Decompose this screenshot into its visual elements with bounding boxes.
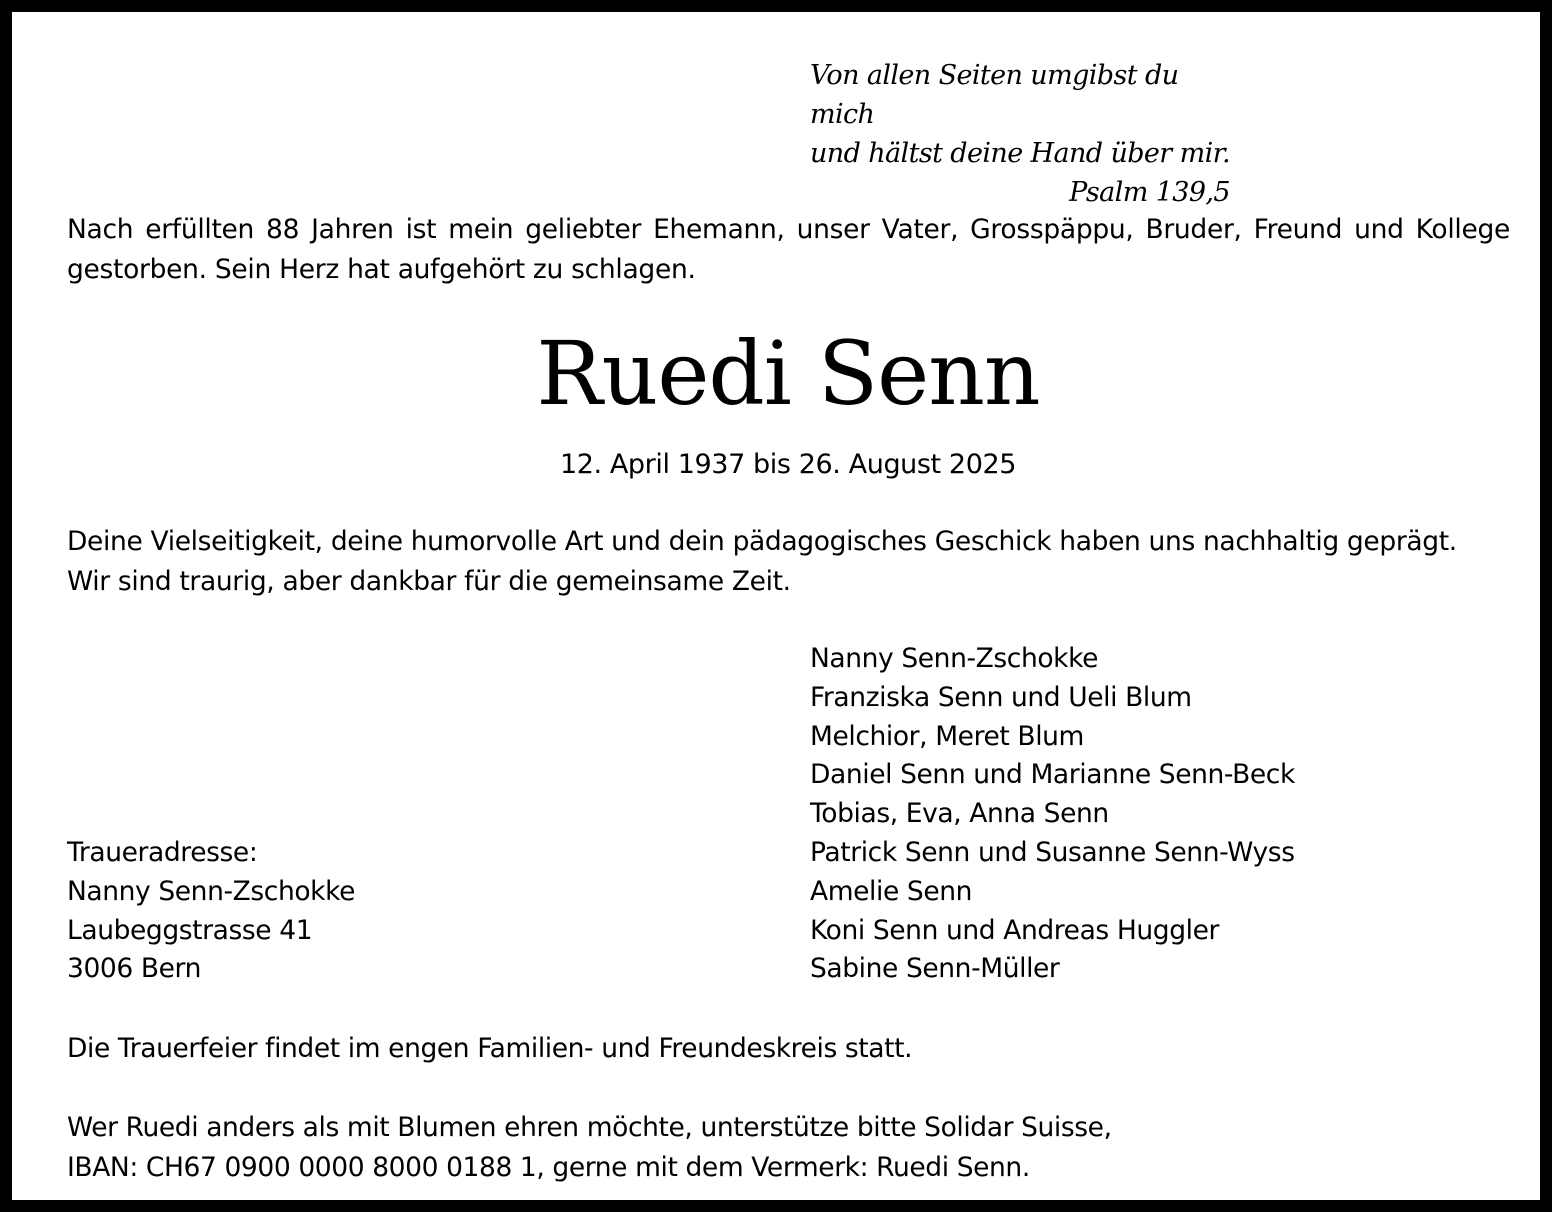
donation-line-1: Wer Ruedi anders als mit Blumen ehren möchte, unterstütze bitte Solidar Suisse, xyxy=(67,1112,1112,1143)
address-street: Laubeggstrasse 41 xyxy=(67,914,313,946)
mourning-address xyxy=(67,834,667,989)
intro-paragraph: Nach erfüllten 88 Jahren ist mein geliebter Ehemann, unser Vater, Grosspäppu, Bruder, Freund und Kollege gestorben. Sein Herz hat aufgehört zu schlagen. xyxy=(67,214,1510,285)
tribute-paragraph xyxy=(67,522,1510,602)
tribute-line-1: Deine Vielseitigkeit, deine humorvolle Art und dein pädagogisches Geschick haben uns nachhaltig geprägt. xyxy=(67,526,1457,557)
address-name: Nanny Senn-Zschokke xyxy=(67,875,356,907)
family-member: Patrick Senn und Susanne Senn-Wyss xyxy=(810,836,1295,868)
address-label: Traueradresse: xyxy=(67,837,258,868)
family-member: Tobias, Eva, Anna Senn xyxy=(810,798,1109,830)
donation-line-2: IBAN: CH67 0900 0000 8000 0188 1, gerne mit dem Vermerk: Ruedi Senn. xyxy=(67,1152,1030,1183)
verse-reference: Psalm 139,5 xyxy=(1069,177,1230,208)
tribute-line-2: Wir sind traurig, aber dankbar für die gemeinsame Zeit. xyxy=(67,566,791,597)
family-member: Nanny Senn-Zschokke xyxy=(810,643,1099,674)
deceased-name: Ruedi Senn xyxy=(536,322,1040,425)
address-city: 3006 Bern xyxy=(67,953,201,985)
donation-note xyxy=(67,1108,1510,1188)
family-member: Sabine Senn-Müller xyxy=(810,953,1060,985)
family-member: Franziska Senn und Ueli Blum xyxy=(810,681,1192,713)
ceremony-note: Die Trauerfeier findet im engen Familien- und Freundeskreis statt. xyxy=(67,1033,913,1064)
verse-line-2: und hältst deine Hand über mir. xyxy=(810,138,1230,169)
family-list xyxy=(810,640,1510,989)
family-member: Daniel Senn und Marianne Senn-Beck xyxy=(810,759,1295,791)
family-member: Amelie Senn xyxy=(810,875,973,907)
life-dates: 12. April 1937 bis 26. August 2025 xyxy=(559,449,1017,480)
psalm-verse xyxy=(810,56,1240,212)
verse-line-1: Von allen Seiten umgibst du mich xyxy=(810,60,1179,130)
family-member: Melchior, Meret Blum xyxy=(810,720,1084,752)
family-member: Koni Senn und Andreas Huggler xyxy=(810,914,1219,946)
